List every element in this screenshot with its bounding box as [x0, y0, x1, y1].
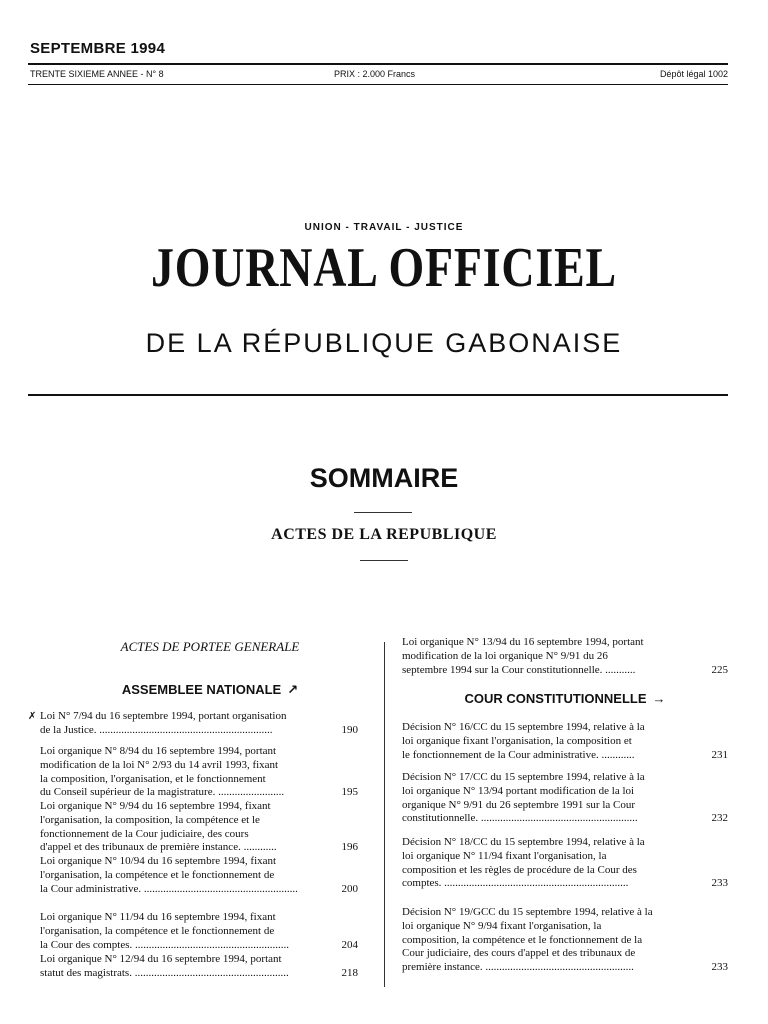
page-number: 233: [711, 877, 728, 890]
column-divider: [384, 642, 385, 987]
summary-entry: [40, 855, 358, 896]
entry-line: Loi organique N° 13/94 du 16 septembre 1994, portant: [402, 636, 644, 648]
journal-title: JOURNAL OFFICIEL: [150, 237, 617, 299]
page-number: 204: [341, 938, 358, 951]
page-number: 225: [711, 663, 728, 676]
page-number: 232: [711, 812, 728, 825]
entry-line: Loi organique N° 11/94 du 16 septembre 1994, fixant: [40, 911, 276, 923]
entry-line: de la Justice. ...............................................................: [40, 723, 273, 736]
entry-line: loi organique N° 13/94 portant modification de la loi: [402, 784, 635, 797]
entry-line: le fonctionnement de la Cour administrative. ............: [402, 748, 635, 761]
page-number: 218: [341, 966, 358, 979]
left-group-title: [40, 682, 380, 698]
edition-number: TRENTE SIXIEME ANNEE - N° 8: [30, 69, 164, 79]
entry-line: Loi organique N° 8/94 du 16 septembre 1994, portant: [40, 745, 277, 757]
summary-entry: [402, 771, 728, 826]
summary-rule-1: [354, 512, 412, 513]
page-number: 190: [341, 723, 358, 736]
entry-line: composition et les règles de procédure de la Cour des: [402, 863, 637, 876]
entry-line: loi organique N° 11/94 fixant l'organisation, la: [402, 849, 607, 862]
entry-line: Loi organique N° 10/94 du 16 septembre 1994, fixant: [40, 855, 277, 867]
entry-line: loi organique N° 9/94 fixant l'organisation, la: [402, 919, 602, 932]
summary-rule-2: [360, 560, 408, 561]
entry-line: l'organisation, la composition, la compétence et le: [40, 813, 260, 826]
page-number: 196: [341, 841, 358, 854]
summary-entry: [40, 953, 358, 981]
annotation-arrow-icon: ↗: [287, 682, 299, 697]
page-number: 231: [711, 748, 728, 761]
entry-line: la Cour administrative. ........................................................: [40, 882, 298, 895]
right-group-label: COUR CONSTITUTIONNELLE: [464, 691, 647, 706]
summary-entry: [40, 800, 358, 855]
page-number: 195: [341, 786, 358, 799]
title-rule: [28, 394, 728, 396]
summary-entry: [28, 710, 358, 738]
entry-line: du Conseil supérieur de la magistrature. ........................: [40, 786, 285, 799]
right-group-title: [395, 691, 735, 706]
entry-line: Décision N° 16/CC du 15 septembre 1994, relative à la: [402, 721, 645, 733]
entry-line: première instance. ......................................................: [402, 961, 634, 974]
annotation-arrow-icon: →: [652, 691, 666, 706]
entry-line: Cour judiciaire, des cours d'appel et des tribunaux de: [402, 947, 636, 960]
entry-line: loi organique fixant l'organisation, la composition et: [402, 734, 632, 747]
entry-line: l'organisation, la compétence et le fonctionnement de: [40, 924, 275, 937]
entry-line: Décision N° 18/CC du 15 septembre 1994, relative à la: [402, 836, 645, 848]
margin-mark-icon: ✗: [28, 711, 37, 722]
entry-line: la composition, l'organisation, et le fonctionnement: [40, 772, 266, 785]
summary-entry: [402, 721, 728, 762]
entry-line: l'organisation, la compétence et le fonctionnement de: [40, 868, 275, 881]
entry-line: fonctionnement de la Cour judiciaire, des cours: [40, 827, 249, 840]
entry-line: statut des magistrats. ........................................................: [40, 966, 289, 979]
summary-subheading: ACTES DE LA REPUBLIQUE: [271, 526, 497, 543]
entry-line: d'appel et des tribunaux de première instance. ............: [40, 841, 277, 854]
page-number: 233: [711, 961, 728, 974]
entry-line: constitutionnelle. .........................................................: [402, 812, 638, 825]
page-number: 200: [341, 882, 358, 895]
entry-line: modification de la loi organique N° 9/91 du 26: [402, 649, 608, 662]
entry-line: comptes. ...................................................................: [402, 877, 629, 890]
entry-line: Loi N° 7/94 du 16 septembre 1994, portant organisation: [40, 710, 287, 722]
issue-date: SEPTEMBRE 1994: [30, 40, 166, 57]
national-motto: UNION - TRAVAIL - JUSTICE: [304, 222, 464, 233]
price-label: PRIX : 2.000 Francs: [334, 69, 416, 79]
entry-line: modification de la loi N° 2/93 du 14 avril 1993, fixant: [40, 758, 279, 771]
entry-line: Loi organique N° 9/94 du 16 septembre 1994, fixant: [40, 800, 271, 812]
entry-line: composition, la compétence et le fonctionnement de la: [402, 933, 643, 946]
entry-line: Loi organique N° 12/94 du 16 septembre 1994, portant: [40, 953, 282, 965]
entry-line: la Cour des comptes. ........................................................: [40, 938, 290, 951]
legal-deposit: Dépôt légal 1002: [659, 69, 728, 79]
summary-entry: [40, 745, 358, 800]
entry-line: organique N° 9/91 du 26 septembre 1991 sur la Cour: [402, 798, 636, 811]
entry-line: septembre 1994 sur la Cour constitutionnelle. ...........: [402, 663, 636, 676]
summary-heading: SOMMAIRE: [309, 463, 459, 493]
summary-entry: [402, 836, 728, 891]
summary-entry: [40, 911, 358, 952]
left-section-title: ACTES DE PORTEE GENERALE: [120, 639, 300, 654]
journal-subtitle: DE LA RÉPUBLIQUE GABONAISE: [145, 328, 623, 358]
header-rule: [28, 63, 728, 65]
summary-entry: [402, 906, 728, 975]
left-group-label: ASSEMBLEE NATIONALE: [121, 682, 282, 697]
entry-line: Décision N° 19/GCC du 15 septembre 1994, relative à la: [402, 906, 653, 918]
summary-entry: [402, 636, 728, 677]
entry-line: Décision N° 17/CC du 15 septembre 1994, relative à la: [402, 771, 645, 783]
meta-rule: [28, 84, 728, 85]
